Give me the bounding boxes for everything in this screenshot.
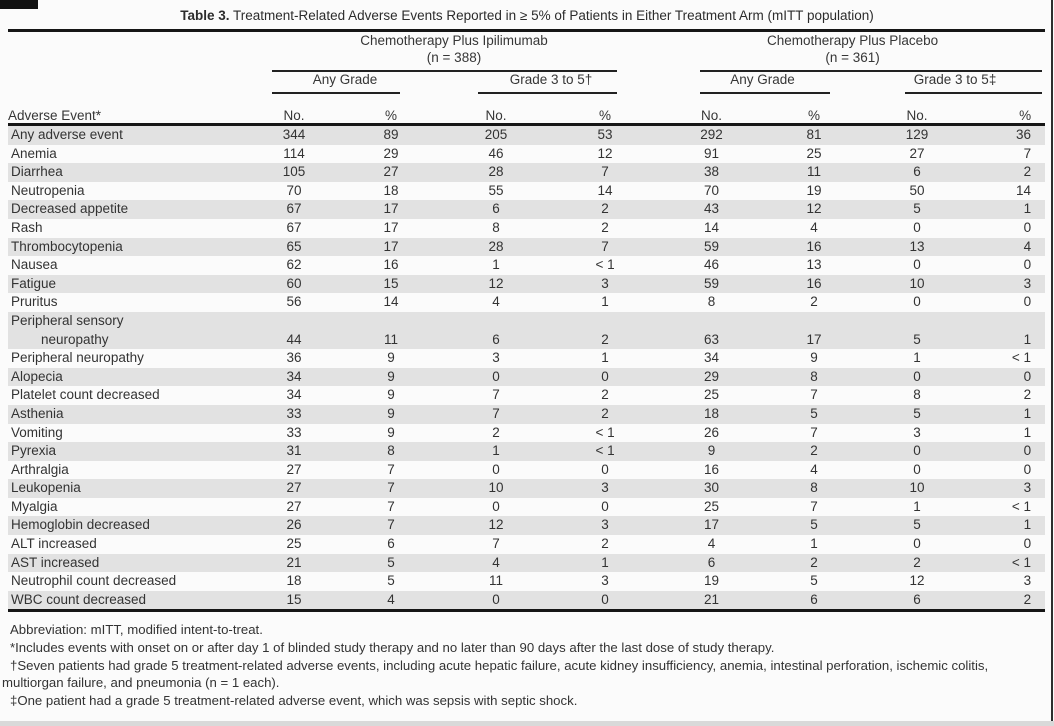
value-cell: 5 [913, 201, 921, 217]
value-cell: 29 [383, 145, 399, 161]
value-cell: 5 [913, 331, 921, 347]
value-cell: 14 [1016, 182, 1032, 198]
value-cell: 12 [488, 275, 504, 291]
value-cell: 6 [492, 331, 500, 347]
value-cell: 43 [704, 201, 720, 217]
group-n: (n = 388) [426, 50, 482, 65]
subgroup-label: Any Grade [730, 72, 795, 87]
value-cell: 17 [806, 331, 822, 347]
value-cell: 26 [704, 424, 720, 440]
value-cell: 0 [492, 461, 500, 477]
value-cell: 11 [807, 164, 822, 180]
value-cell: 0 [601, 498, 609, 514]
value-cell: 1 [601, 294, 609, 310]
value-cell: 11 [488, 573, 503, 589]
table-row [8, 386, 1045, 405]
adverse-event-name: Thrombocytopenia [11, 238, 123, 254]
value-cell: 27 [286, 498, 302, 514]
value-cell: 5 [810, 405, 818, 421]
value-cell: 7 [492, 405, 500, 421]
value-cell: 16 [806, 275, 822, 291]
adverse-event-name: Nausea [11, 257, 58, 273]
value-cell: 4 [810, 461, 818, 477]
table-row [8, 275, 1045, 294]
value-cell: 1 [1023, 405, 1032, 421]
value-cell: 9 [387, 350, 395, 366]
value-cell: 67 [286, 219, 302, 235]
adverse-event-name: Pruritus [11, 294, 58, 310]
value-cell: 0 [1023, 536, 1032, 552]
value-cell: 70 [704, 182, 720, 198]
value-cell: 14 [704, 219, 720, 235]
value-cell: 55 [488, 182, 504, 198]
table-row [8, 256, 1045, 275]
value-cell: 7 [387, 517, 395, 533]
value-cell: 81 [806, 127, 822, 142]
footnote-double-dagger: ‡One patient had a grade 5 treatment-related adverse event, which was sepsis with septic shock. [10, 692, 578, 708]
group-n: (n = 361) [825, 50, 880, 65]
footnote-dagger: †Seven patients had grade 5 treatment-related adverse events, including acute hepatic failure, acute kidney insufficiency, anemia, intestinal perforation, ischemic colitis, multiorgan failure, and pneumonia (n = 1 each). [2, 657, 989, 691]
adverse-event-name: Diarrhea [11, 164, 63, 180]
value-cell: 1 [492, 257, 500, 273]
value-cell: 15 [383, 275, 399, 291]
value-cell: 46 [488, 145, 504, 161]
value-cell: 4 [1023, 238, 1032, 254]
value-cell: 3 [1023, 480, 1032, 496]
value-cell: 25 [286, 536, 302, 552]
value-cell: 27 [286, 480, 302, 496]
value-cell: 28 [488, 238, 504, 254]
adverse-event-name: Asthenia [11, 405, 64, 421]
value-cell: 1 [1023, 331, 1032, 347]
value-cell: 7 [492, 387, 500, 403]
value-cell: 34 [704, 350, 720, 366]
value-cell: 3 [601, 573, 609, 589]
value-cell: 4 [387, 591, 395, 607]
value-cell: 0 [1023, 368, 1032, 384]
value-cell: 13 [806, 257, 822, 273]
value-cell: 8 [913, 387, 921, 403]
value-cell: 2 [492, 424, 500, 440]
table-row [8, 516, 1045, 535]
adverse-events-table [8, 32, 1045, 612]
value-cell: 5 [387, 573, 395, 589]
table-row [8, 442, 1045, 461]
value-cell: 60 [286, 275, 302, 291]
value-cell: 9 [387, 405, 395, 421]
value-cell: 2 [601, 536, 609, 552]
value-cell: 0 [1023, 443, 1032, 459]
value-cell: 7 [810, 498, 818, 514]
value-cell: 7 [387, 498, 395, 514]
value-cell: 59 [704, 238, 720, 254]
value-cell: 16 [704, 461, 720, 477]
value-cell: 4 [492, 554, 500, 570]
adverse-event-name: Pyrexia [11, 443, 57, 459]
table-row [8, 424, 1045, 443]
value-cell: 0 [1023, 294, 1032, 310]
value-cell: 26 [286, 517, 302, 533]
value-cell: 1 [1023, 201, 1032, 217]
value-cell: 114 [283, 145, 305, 161]
value-cell: 46 [704, 257, 720, 273]
value-cell: 0 [913, 443, 921, 459]
value-cell: 10 [488, 480, 504, 496]
value-cell: 0 [913, 294, 921, 310]
value-cell: 9 [387, 368, 395, 384]
footnote-abbreviation: Abbreviation: mITT, modified intent-to-treat. [10, 622, 263, 638]
scan-artifact-right-edge [1051, 0, 1053, 726]
adverse-event-name: Fatigue [11, 275, 57, 291]
adverse-event-name: Alopecia [11, 368, 63, 384]
value-cell: 5 [913, 517, 921, 533]
value-cell: 27 [909, 145, 925, 161]
value-cell: 33 [286, 424, 302, 440]
subgroup-grade3to5-ipi [442, 72, 660, 94]
value-cell: 9 [387, 424, 395, 440]
adverse-event-name: Rash [11, 219, 43, 235]
col-header-no: No. [906, 108, 928, 123]
subgroup-grade3to5-placebo [865, 72, 1045, 94]
table-row [8, 182, 1045, 201]
value-cell: 33 [286, 405, 302, 421]
footnotes [2, 621, 1048, 709]
value-cell: 89 [383, 127, 399, 142]
value-cell: 36 [286, 350, 302, 366]
value-cell: 36 [1016, 127, 1032, 142]
adverse-event-name: Arthralgia [11, 461, 69, 477]
value-cell: 1 [913, 350, 921, 366]
value-cell: 16 [383, 257, 399, 273]
adverse-event-name: Peripheral neuropathy [11, 350, 144, 366]
value-cell: 205 [484, 127, 508, 142]
value-cell: 28 [488, 164, 504, 180]
value-cell: 0 [601, 461, 609, 477]
value-cell: 2 [601, 201, 609, 217]
adverse-event-name: Anemia [11, 145, 57, 161]
value-cell: 3 [1023, 275, 1032, 291]
value-cell: 6 [707, 554, 716, 570]
adverse-event-name: WBC count decreased [11, 591, 147, 607]
value-cell: 8 [492, 219, 500, 235]
value-cell: 2 [810, 554, 818, 570]
value-cell: 18 [383, 182, 399, 198]
value-cell: < 1 [595, 443, 615, 459]
footnote-asterisk: *Includes events with onset on or after day 1 of blinded study therapy and no later than 90 days after the last dose of study therapy. [10, 640, 775, 656]
table-row [8, 498, 1045, 517]
value-cell: 344 [282, 127, 306, 142]
value-cell: 70 [286, 182, 302, 198]
table-title [0, 0, 1054, 25]
adverse-event-name: Platelet count decreased [11, 387, 160, 403]
value-cell: < 1 [595, 257, 615, 273]
value-cell: 17 [704, 517, 720, 533]
col-header-no: No. [701, 108, 723, 123]
value-cell: 56 [286, 294, 302, 310]
value-cell: 25 [704, 498, 720, 514]
value-cell: 1 [601, 554, 609, 570]
value-cell: 3 [601, 517, 609, 533]
table-row [8, 312, 1045, 349]
col-header-pct: % [1019, 108, 1032, 123]
adverse-event-name: Vomiting [11, 424, 63, 440]
value-cell: 9 [387, 387, 395, 403]
value-cell: 10 [909, 480, 925, 496]
col-header-pct: % [808, 108, 821, 123]
adverse-event-name: Hemoglobin decreased [11, 517, 150, 533]
value-cell: 4 [810, 219, 818, 235]
value-cell: 65 [286, 238, 302, 254]
value-cell: 12 [488, 517, 504, 533]
adverse-event-name: Leukopenia [11, 480, 81, 496]
subgroup-any-grade-placebo [660, 72, 865, 94]
value-cell: 17 [383, 238, 399, 254]
value-cell: 0 [913, 461, 921, 477]
adverse-event-name: Myalgia [11, 498, 58, 514]
value-cell: 3 [492, 350, 500, 366]
value-cell: 2 [601, 387, 609, 403]
value-cell: 2 [1023, 387, 1032, 403]
table-row [8, 349, 1045, 368]
table-row [8, 200, 1045, 219]
value-cell: 2 [1023, 164, 1032, 180]
value-cell: 3 [601, 480, 609, 496]
value-cell: < 1 [1011, 350, 1032, 366]
value-cell: 12 [597, 145, 613, 161]
value-cell: 0 [1023, 219, 1032, 235]
value-cell: 0 [1023, 461, 1032, 477]
value-cell: 129 [905, 127, 929, 142]
value-cell: 34 [286, 368, 302, 384]
group-header-row [8, 32, 1045, 72]
value-cell: 12 [909, 573, 925, 589]
value-cell: 2 [810, 294, 818, 310]
value-cell: 7 [810, 424, 818, 440]
adverse-event-name: AST increased [11, 554, 100, 570]
value-cell: 7 [492, 536, 500, 552]
value-cell: 2 [601, 331, 609, 347]
table-row [8, 572, 1045, 591]
value-cell: 2 [601, 405, 609, 421]
value-cell: 5 [810, 517, 818, 533]
value-cell: 7 [601, 164, 609, 180]
table-row [8, 591, 1045, 611]
value-cell: 1 [601, 350, 609, 366]
value-cell: 0 [492, 591, 500, 607]
value-cell: 9 [810, 350, 818, 366]
col-header-no: No. [485, 108, 507, 123]
value-cell: 3 [601, 275, 609, 291]
value-cell: 19 [704, 573, 720, 589]
value-cell: 14 [383, 294, 399, 310]
value-cell: 0 [492, 498, 500, 514]
adverse-event-name: Neutropenia [11, 182, 85, 198]
subgroup-label: Grade 3 to 5‡ [913, 72, 997, 87]
subgroup-label: Any Grade [312, 72, 378, 87]
table-row [8, 238, 1045, 257]
table-row [8, 293, 1045, 312]
value-cell: 5 [387, 554, 395, 570]
value-cell: 1 [1023, 517, 1032, 533]
value-cell: 27 [383, 164, 399, 180]
adverse-event-name: ALT increased [11, 536, 97, 552]
value-cell: 50 [909, 182, 925, 198]
value-cell: 2 [810, 443, 818, 459]
table-row [8, 405, 1045, 424]
value-cell: 15 [286, 591, 302, 607]
value-cell: 8 [810, 368, 818, 384]
group-header-placebo [660, 32, 1045, 72]
table-row [8, 461, 1045, 480]
table-row [8, 125, 1045, 145]
table-row [8, 479, 1045, 498]
value-cell: 67 [286, 201, 302, 217]
value-cell: 13 [909, 238, 925, 254]
table-row [8, 554, 1045, 573]
value-cell: 1 [810, 536, 818, 552]
value-cell: 6 [492, 201, 500, 217]
value-cell: 9 [707, 443, 716, 459]
value-cell: 18 [704, 405, 720, 421]
value-cell: 1 [1023, 424, 1032, 440]
subgroup-label: Grade 3 to 5† [509, 72, 593, 87]
group-header-ipilimumab [248, 32, 660, 72]
adverse-event-name: Decreased appetite [11, 201, 129, 217]
value-cell: 10 [909, 275, 925, 291]
value-cell: 0 [913, 257, 921, 273]
value-cell: 38 [704, 164, 720, 180]
value-cell: 0 [601, 591, 609, 607]
value-cell: 7 [387, 461, 395, 477]
value-cell: 59 [704, 275, 720, 291]
value-cell: < 1 [1011, 554, 1032, 570]
value-cell: 8 [387, 443, 395, 459]
value-cell: 5 [810, 573, 818, 589]
value-cell: 0 [1023, 257, 1032, 273]
value-cell: 63 [704, 331, 720, 347]
value-cell: 25 [704, 387, 720, 403]
value-cell: 6 [387, 536, 395, 552]
value-cell: 62 [286, 257, 302, 273]
value-cell: 5 [913, 405, 921, 421]
value-cell: 17 [383, 219, 399, 235]
value-cell: 34 [286, 387, 302, 403]
table-number-label: Table 3. [180, 8, 230, 23]
value-cell: 21 [286, 554, 302, 570]
value-cell: 19 [806, 182, 822, 198]
group-name: Chemotherapy Plus Placebo [767, 33, 939, 48]
value-cell: 16 [806, 238, 822, 254]
value-cell: 292 [700, 127, 723, 142]
value-cell: 44 [286, 331, 302, 347]
value-cell: 0 [913, 219, 921, 235]
table-row [8, 163, 1045, 182]
col-header-pct: % [599, 108, 612, 123]
value-cell: 53 [597, 127, 613, 142]
group-name: Chemotherapy Plus Ipilimumab [360, 33, 548, 48]
value-cell: < 1 [595, 424, 615, 440]
value-cell: 1 [492, 443, 500, 459]
value-cell: 25 [806, 145, 822, 161]
value-cell: 0 [913, 368, 921, 384]
value-cell: 105 [282, 164, 306, 180]
table-row [8, 145, 1045, 164]
value-cell: 1 [913, 498, 921, 514]
adverse-event-column-header: Adverse Event* [8, 108, 102, 123]
value-cell: 91 [704, 145, 720, 161]
value-cell: 2 [1023, 591, 1032, 607]
scan-artifact-top-left [0, 0, 38, 9]
value-cell: 17 [383, 201, 399, 217]
table-row [8, 219, 1045, 238]
value-cell: 0 [601, 368, 609, 384]
col-header-pct: % [384, 108, 397, 123]
value-cell: 30 [704, 480, 720, 496]
value-cell: 2 [913, 554, 921, 570]
value-cell: 0 [913, 536, 921, 552]
value-cell: 14 [597, 182, 613, 198]
adverse-event-name: Any adverse event [11, 127, 123, 142]
table-row [8, 368, 1045, 387]
value-cell: 12 [806, 201, 822, 217]
adverse-event-name: Neutrophil count decreased [11, 573, 177, 589]
value-cell: < 1 [1011, 498, 1032, 514]
value-cell: 6 [810, 591, 818, 607]
scan-artifact-bottom-edge [0, 721, 1054, 726]
value-cell: 27 [286, 461, 302, 477]
value-cell: 8 [707, 294, 716, 310]
value-cell: 7 [1023, 145, 1032, 161]
table-body [8, 125, 1045, 611]
value-cell: 7 [601, 238, 609, 254]
table-row [8, 535, 1045, 554]
value-cell: 31 [286, 443, 302, 459]
value-cell: 4 [707, 536, 716, 552]
value-cell: 7 [387, 480, 395, 496]
value-cell: 29 [704, 368, 720, 384]
value-cell: 11 [383, 331, 398, 347]
value-cell: 6 [913, 591, 921, 607]
table-title-text: Treatment-Related Adverse Events Reported in ≥ 5% of Patients in Either Treatment Arm (mITT population) [229, 8, 874, 23]
value-cell: 18 [286, 573, 302, 589]
value-cell: 3 [913, 424, 921, 440]
col-header-no: No. [283, 108, 305, 123]
value-cell: 3 [1023, 573, 1032, 589]
value-cell: 2 [601, 219, 609, 235]
value-cell: 8 [810, 480, 818, 496]
value-cell: 0 [492, 368, 500, 384]
value-cell: 21 [704, 591, 720, 607]
adverse-event-name: Peripheral sensory neuropathy [11, 312, 124, 347]
value-cell: 4 [492, 294, 500, 310]
subgroup-any-grade-ipi [248, 72, 442, 94]
value-cell: 6 [913, 164, 921, 180]
value-cell: 7 [810, 387, 818, 403]
